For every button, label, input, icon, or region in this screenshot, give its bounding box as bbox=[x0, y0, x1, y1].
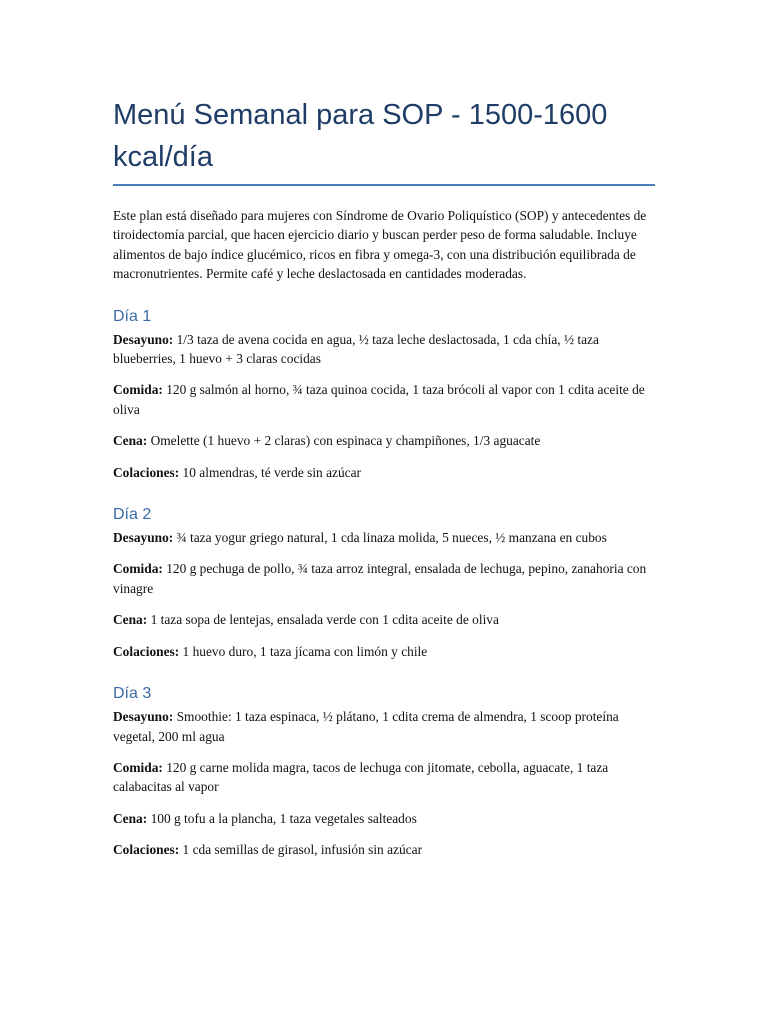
meal-text: Smoothie: 1 taza espinaca, ½ plátano, 1 cdita crema de almendra, 1 scoop proteína vegetal, 200 ml agua bbox=[113, 709, 619, 744]
meal-label: Desayuno: bbox=[113, 709, 174, 725]
meal-label: Cena: bbox=[113, 810, 148, 826]
meal-text: 120 g salmón al horno, ¾ taza quinoa cocida, 1 taza brócoli al vapor con 1 cdita aceite de oliva bbox=[113, 382, 645, 417]
meal-label: Cena: bbox=[113, 612, 148, 628]
meal-text: Omelette (1 huevo + 2 claras) con espinaca y champiñones, 1/3 aguacate bbox=[147, 433, 541, 449]
meal-text: 1 cda semillas de girasol, infusión sin azúcar bbox=[179, 842, 423, 858]
day-section-3 bbox=[113, 683, 655, 859]
document-page bbox=[113, 94, 655, 860]
document-title: Menú Semanal para SOP - 1500-1600 kcal/día bbox=[113, 99, 608, 173]
day-section-2 bbox=[113, 504, 655, 661]
meal-label: Colaciones: bbox=[113, 842, 180, 858]
meal-text: 120 g carne molida magra, tacos de lechuga con jitomate, cebolla, aguacate, 1 taza calabacitas al vapor bbox=[113, 759, 609, 795]
meal-text: 120 g pechuga de pollo, ¾ taza arroz integral, ensalada de lechuga, pepino, zanahoria con vinagre bbox=[113, 561, 647, 596]
meal-breakfast bbox=[113, 528, 655, 547]
meal-dinner bbox=[113, 610, 655, 629]
meal-lunch bbox=[113, 559, 655, 598]
meal-label: Comida: bbox=[113, 382, 163, 398]
meal-breakfast bbox=[113, 707, 655, 746]
intro-paragraph: Este plan está diseñado para mujeres con Síndrome de Ovario Poliquístico (SOP) y antecedentes de tiroidectomía parcial, que hacen ejercicio diario y buscan perder peso de forma saludable. Incluye alimentos de bajo índice glucémico, ricos en fibra y omega-3, con una distribución equilibrada de macronutrientes. Permite café y leche deslactosada en cantidades moderadas. bbox=[113, 208, 647, 282]
meal-breakfast bbox=[113, 330, 655, 369]
meal-lunch bbox=[113, 380, 655, 419]
meal-snacks bbox=[113, 642, 655, 661]
title-divider bbox=[113, 184, 655, 186]
meal-label: Colaciones: bbox=[113, 643, 180, 659]
meal-snacks bbox=[113, 840, 655, 859]
meal-label: Desayuno: bbox=[113, 530, 174, 546]
meal-lunch bbox=[113, 758, 655, 797]
day-heading: Día 1 bbox=[113, 307, 152, 325]
meal-label: Colaciones: bbox=[113, 464, 180, 480]
day-section-1 bbox=[113, 306, 655, 482]
meal-text: 1 taza sopa de lentejas, ensalada verde con 1 cdita aceite de oliva bbox=[147, 612, 499, 628]
meal-label: Comida: bbox=[113, 759, 163, 775]
meal-text: 1 huevo duro, 1 taza jícama con limón y chile bbox=[179, 643, 428, 659]
meal-dinner bbox=[113, 431, 655, 450]
day-heading: Día 3 bbox=[113, 685, 152, 703]
meal-text: ¾ taza yogur griego natural, 1 cda linaza molida, 5 nueces, ½ manzana en cubos bbox=[173, 530, 607, 546]
meal-dinner bbox=[113, 809, 655, 828]
meal-label: Comida: bbox=[113, 561, 163, 577]
meal-text: 100 g tofu a la plancha, 1 taza vegetales salteados bbox=[147, 810, 417, 826]
meal-label: Desayuno: bbox=[113, 331, 174, 347]
day-heading: Día 2 bbox=[113, 506, 152, 524]
meal-text: 10 almendras, té verde sin azúcar bbox=[179, 464, 362, 480]
meal-snacks bbox=[113, 463, 655, 482]
meal-text: 1/3 taza de avena cocida en agua, ½ taza leche deslactosada, 1 cda chía, ½ taza blueberries, 1 huevo + 3 claras cocidas bbox=[113, 331, 599, 367]
meal-label: Cena: bbox=[113, 433, 148, 449]
